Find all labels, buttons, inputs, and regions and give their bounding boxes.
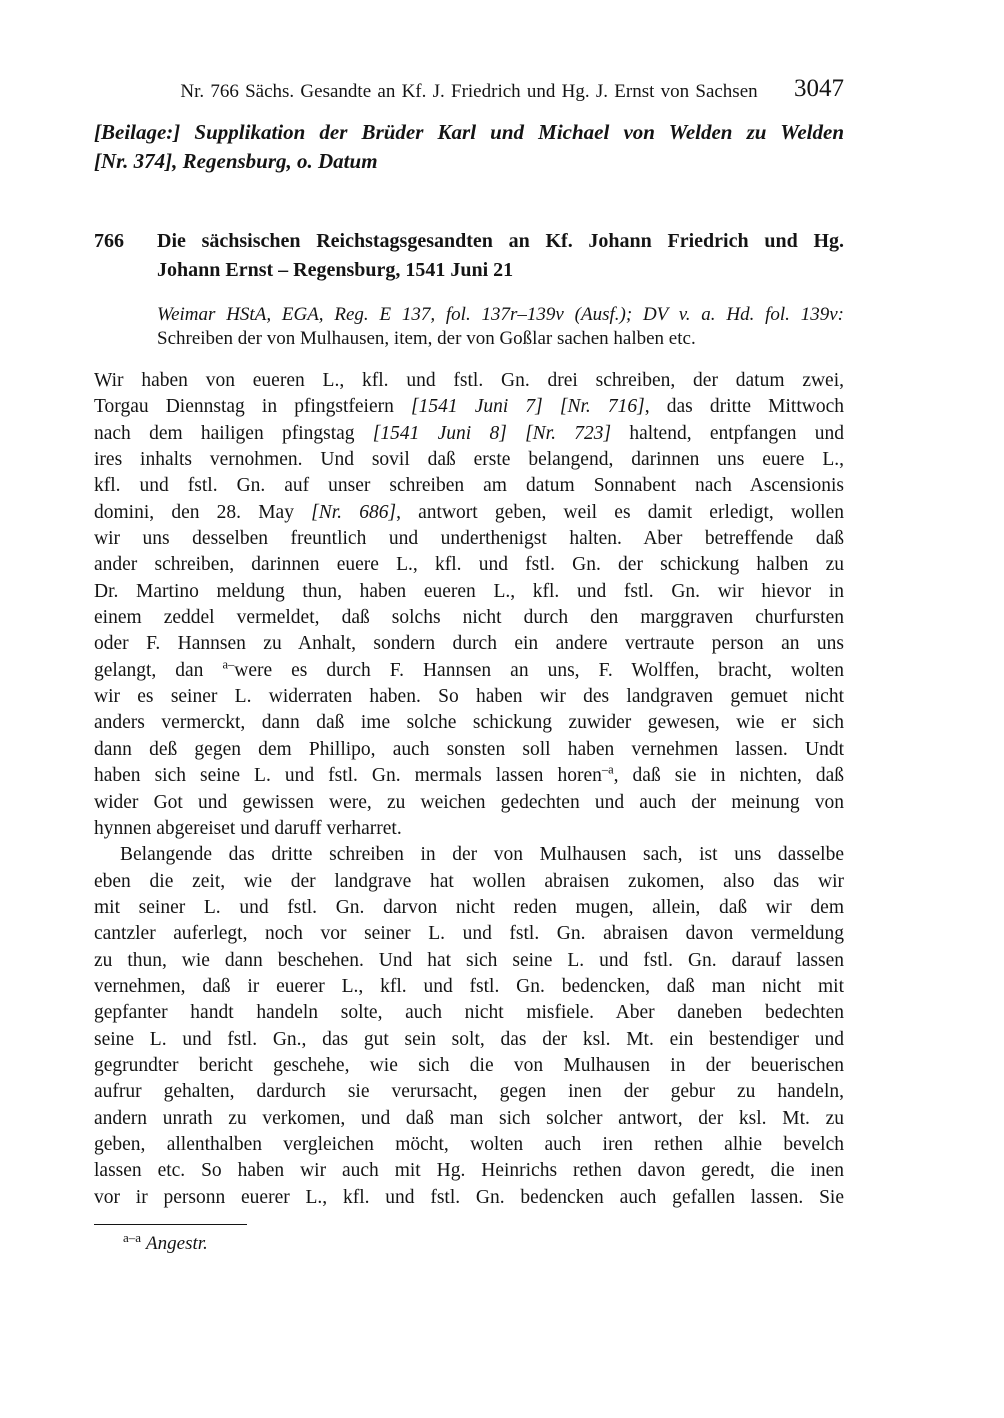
text-line: eben die zeit, wie der landgrave hat wollen abraisen zukomen, also das wir: [94, 870, 844, 892]
text-line: kfl. und fstl. Gn. auf unser schreiben am datum Sonnabent nach Ascensionis: [94, 475, 844, 497]
text-line: vor ir personn euerer L., kfl. und fstl. Gn. bedencken auch gefallen lassen. Sie: [94, 1186, 844, 1208]
text-line: Schreiben der von Mulhausen, item, der von Goßlar sachen halben etc.: [157, 327, 696, 349]
text-line: mit seiner L. und fstl. Gn. darvon nicht reden mugen, allein, daß wir dem: [94, 896, 844, 918]
text-line: [Nr. 374], Regensburg, o. Datum: [94, 148, 378, 173]
text-line: Torgau Diennstag in pfingstfeiern [1541 Juni 7] [Nr. 716], das dritte Mittwoch: [94, 396, 844, 418]
text-line: seine L. und fstl. Gn., das gut sein solt, das der ksl. Mt. ein bestendiger und: [94, 1028, 844, 1050]
footnote-marker: a–a: [123, 1229, 142, 1245]
text-line: einem zeddel vermeldet, daß solchs nicht durch den marggraven churfursten: [94, 607, 844, 629]
text-line: aufrur gehalten, dardurch sie verursacht, gegen inen der gebur zu handeln,: [94, 1081, 844, 1103]
text-line: Dr. Martino meldung thun, haben eueren L., kfl. und fstl. Gn. wir hievor in: [94, 580, 844, 602]
text-line: Wir haben von eueren L., kfl. und fstl. Gn. drei schreiben, der datum zwei,: [94, 370, 844, 391]
letter-body: [94, 368, 844, 1211]
source-note: [157, 303, 844, 350]
text-line: ires inhalts vernohmen. Und sovil daß erste belangend, darinnen uns euere L.,: [94, 449, 844, 471]
text-line: ander schreiben, darinnen euere L., kfl. und fstl. Gn. der schickung halben zu: [94, 554, 844, 576]
text-line: cantzler auferlegt, noch vor seiner L. und fstl. Gn. abraisen davon vermeldung: [94, 923, 844, 945]
running-head-title: Nr. 766 Sächs. Gesandte an Kf. J. Friedrich und Hg. J. Ernst von Sachsen: [180, 81, 758, 102]
text-line: zu thun, wie dann beschehen. Und hat sich seine L. und fstl. Gn. darauf lassen: [94, 949, 844, 971]
text-line: gelangt, dan $^{a-}$were es durch F. Hannsen an uns, F. Wolffen, bracht, wolten: [94, 657, 844, 681]
text-line: anders vermerckt, dann daß ime solche schickung zuwider gewesen, wie er sich: [94, 712, 844, 734]
document-heading: [94, 227, 844, 285]
text-line: gepfanter handt handeln solte, auch nicht misfiele. Aber daneben bedechten: [94, 1002, 844, 1024]
text-line: andern unrath zu verkomen, und daß man sich solcher antwort, der ksl. Mt. zu: [94, 1107, 844, 1129]
text-line: wir uns desselben freuntlich und underthenigst halten. Aber betreffende daß: [94, 528, 844, 550]
text-line: gegrundter bericht geschehe, wie sich die von Mulhausen in der beuerischen: [94, 1054, 844, 1076]
text-line: wider Got und gewissen were, zu weichen gedechten und auch der meinung von: [94, 791, 844, 813]
footnote-rule: [94, 1224, 247, 1225]
text-line: domini, den 28. May [Nr. 686], antwort geben, weil es damit erledigt, wollen: [94, 501, 845, 523]
document-number: 766: [94, 230, 124, 252]
text-line: haben sich seine L. und fstl. Gn. mermals lassen horen$^{-a}$, daß sie in nichten, daß: [94, 762, 844, 787]
text-line: [Beilage:] Supplikation der Brüder Karl und Michael von Welden zu Welden: [94, 120, 844, 144]
text-line: Johann Ernst – Regensburg, 1541 Juni 21: [157, 259, 514, 281]
text-line: hynnen abgereiset und daruff verharret.: [94, 817, 402, 839]
running-head: [94, 75, 844, 104]
beilage-heading: [94, 118, 844, 175]
text-line: lassen etc. So haben wir auch mit Hg. Heinrichs rethen davon geredt, die inen: [94, 1160, 844, 1182]
text-line: Belangende das dritte schreiben in der von Mulhausen sach, ist uns dasselbe: [120, 844, 844, 866]
text-line: wir es seiner L. widerraten haben. So haben wir des landgraven gemuet nicht: [94, 686, 844, 708]
footnote-text: Angestr.: [146, 1233, 208, 1254]
text-line: Weimar HStA, EGA, Reg. E 137, fol. 137r–139v (Ausf.); DV v. a. Hd. fol. 139v:: [157, 304, 844, 325]
text-line: Die sächsischen Reichstagsgesandten an Kf. Johann Friedrich und Hg.: [157, 230, 844, 252]
text-line: dann deß gegen dem Phillipo, auch sonsten soll haben vernehmen lassen. Undt: [94, 738, 844, 760]
text-line: nach dem hailigen pfingstag [1541 Juni 8] [Nr. 723] haltend, entpfangen und: [94, 422, 844, 444]
page-number: 3047: [794, 75, 844, 102]
text-line: geben, allenthalben vergleichen möcht, wolten auch iren rethen alhie bevelch: [94, 1133, 844, 1155]
text-line: oder F. Hannsen zu Anhalt, sondern durch ein andere vertraute person an uns: [94, 633, 844, 655]
document-heading-text: [157, 227, 844, 285]
footnote: [94, 1229, 844, 1256]
text-line: vernehmen, daß ir euerer L., kfl. und fstl. Gn. bedencken, daß man nicht mit: [94, 975, 844, 997]
